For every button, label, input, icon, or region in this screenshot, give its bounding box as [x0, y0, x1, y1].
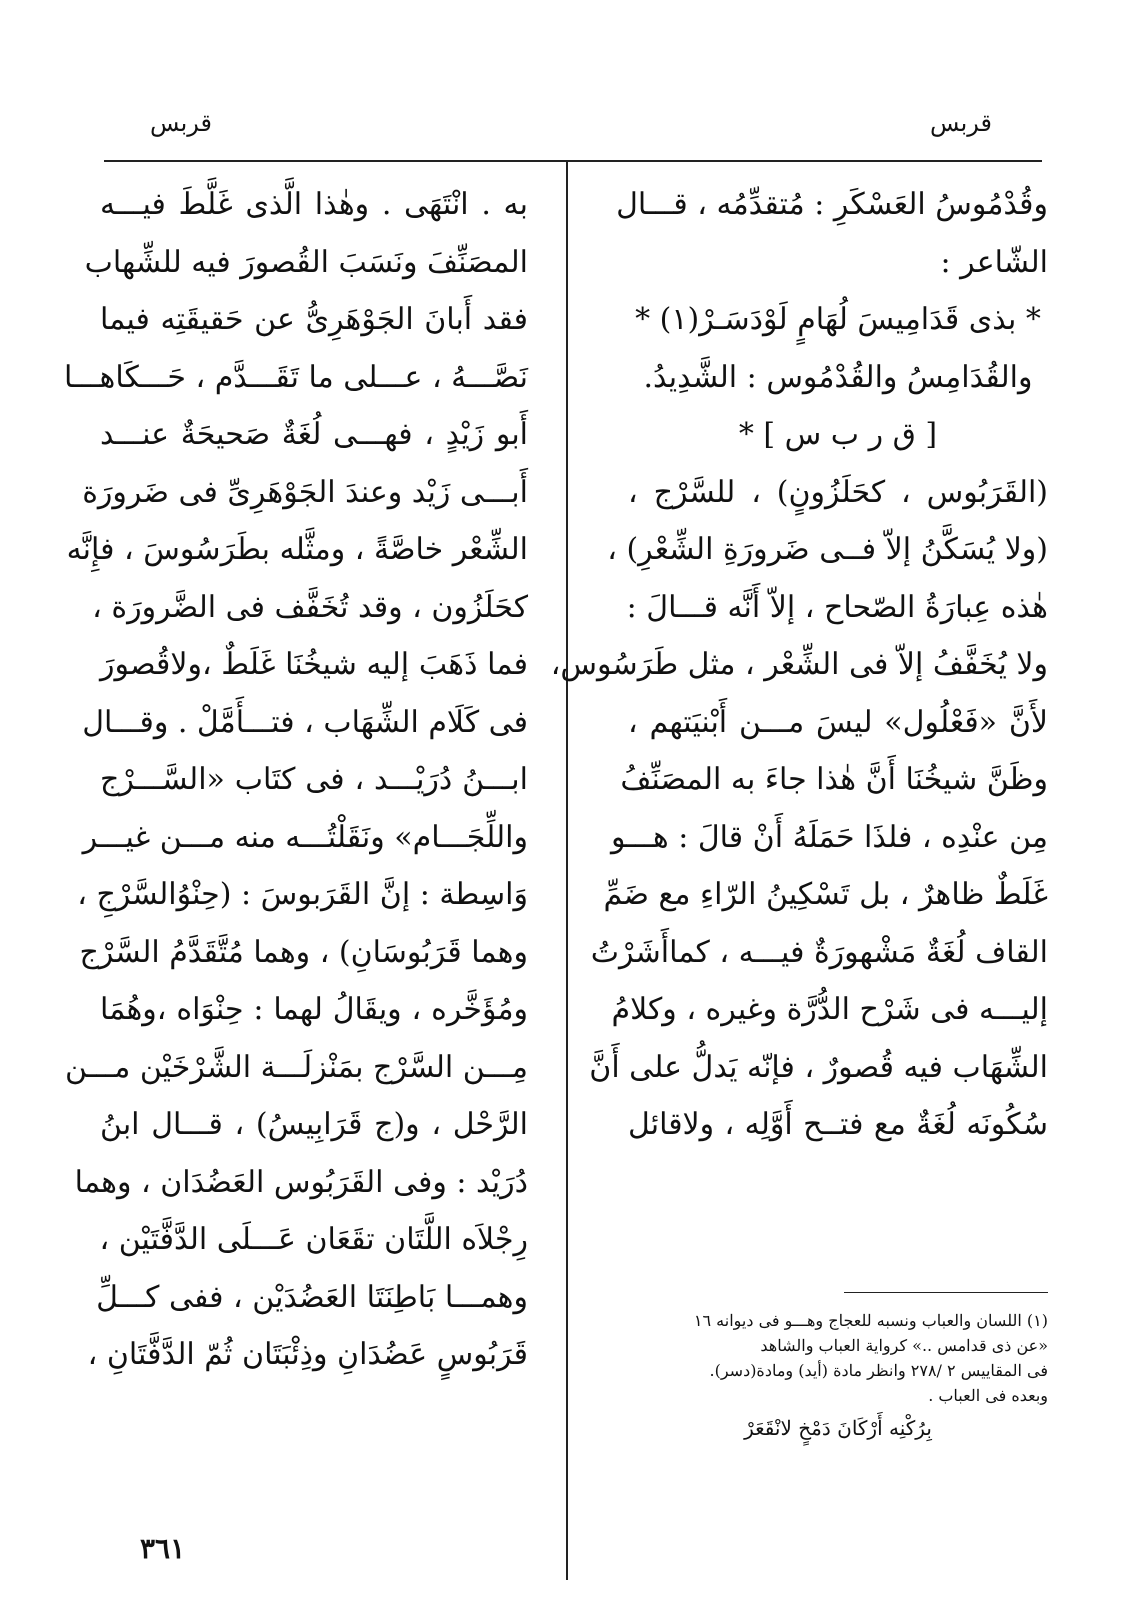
entry-heading: [ ق ر ب س ] * — [738, 417, 938, 452]
footnote-line: فى المقاييس ٢ /٢٧٨ وانظر مادة (أيد) ومادة(دسر). — [709, 1361, 1048, 1380]
left-column — [64, 176, 528, 1384]
text-line: وَاسِطة : إنَّ القَرَبوسَ : (حِنْوُالسَّرْجِ ، — [77, 877, 528, 912]
text-line: رِجْلاَه اللَّتَان تقَعَان عَـــلَى الدَّفَّتَيْن ، — [99, 1222, 528, 1257]
page-number: ٣٦١ — [140, 1532, 186, 1565]
running-head-left: قربس — [150, 109, 212, 137]
text-line: وظَنَّ شيخُنَا أَنَّ هٰذا جاءَ به المصَنِّفُ — [620, 762, 1048, 797]
text-line: سُكُونَه لُغَةٌ مع فتــح أَوَّلِه ، ولاقائل — [628, 1107, 1048, 1142]
text-line: غَلَطٌ ظاهرٌ ، بل تَسْكِينُ الرّاءِ مع ضَمِّ — [603, 877, 1048, 912]
text-line: أَبـــى زَيْد وعندَ الجَوْهَرِىِّ فى ضَرورَة — [82, 474, 528, 510]
text-line: فقد أَبانَ الجَوْهَرِىُّ عن حَقيقَتِه فيما — [100, 302, 528, 337]
text-line: ولا يُخَفَّفُ إلاّ فى الشِّعْر ، مثل طَرَسُوس، — [550, 647, 1048, 682]
text-line: لأَنَّ «فَعْلُول» ليسَ مـــن أَبْنيَتهم ، — [628, 704, 1048, 740]
text-line: قَرَبُوسٍ عَضُدَانِ وذِئْبَتَان ثُمّ الدَّفَّتَانِ ، — [87, 1337, 528, 1372]
text-line: المصَنِّفَ ونَسَبَ القُصورَ فيه للشِّهاب — [84, 244, 528, 280]
text-line: فى كَلَام الشِّهَاب ، فتـــأَمَّلْ . وقـــال — [82, 704, 528, 740]
text-line: نَصَّـــهُ ، عـــلى ما تَقَـــدَّم ، حَـــكَاهـــا — [64, 359, 528, 395]
text-line: واللِّجَـــام» ونَقَلْتُـــه منه مـــن غيـــر — [82, 819, 528, 855]
text-line: دُرَيْد : وفى القَرَبُوس العَضُدَان ، وهما — [74, 1164, 528, 1200]
text-line: الشّاعر : — [940, 244, 1048, 280]
text-line: إليـــه فى شَرْح الدُّرَّة وغيره ، وكلامُ — [611, 992, 1048, 1027]
text-line: ابـــنُ دُرَيْـــد ، فى كتَاب «السَّـــرْج — [100, 762, 528, 797]
text-line: (القَرَبُوس ، كحَلَزُونٍ) ، للسَّرْج ، — [628, 474, 1048, 510]
text-line: وقُدْمُوسُ العَسْكَرِ : مُتقدِّمُه ، قـــال — [616, 187, 1048, 222]
text-line: الشِّهَاب فيه قُصورٌ ، فإنّه يَدلُّ على أَنَّ — [589, 1049, 1048, 1085]
text-line: وهما قَرَبُوسَانِ) ، وهما مُتَّقَدَّمُ السَّرْج — [79, 934, 528, 970]
text-line: مِـــن السَّرْج بمَنْزلَـــة الشَّرْخَيْن مـــن — [65, 1049, 528, 1085]
text-line: أَبو زَيْدٍ ، فهـــى لُغَةٌ صَحيحَةٌ عنـــد — [100, 417, 528, 452]
text-line: والقُدَامِسُ والقُدْمُوس : الشَّدِيدُ. — [643, 359, 1033, 395]
text-line: ومُؤَخَّره ، ويقَالُ لهما : حِنْوَاه ،وهُمَا — [100, 992, 528, 1027]
footnote-line: (١) اللسان والعباب ونسبه للعجاج وهـــو فى ديوانه ١٦ — [693, 1311, 1048, 1330]
text-line: كحَلَزُون ، وقد تُخَفَّف فى الضَّرورَة ، — [92, 589, 528, 625]
verse-line: * بذى قَدَامِيسَ لُهَامٍ لَوْدَسَـرْ(١) * — [635, 302, 1041, 337]
column-divider — [566, 160, 568, 1580]
text-line: الشِّعْر خاصَّةً ، ومثَّله بطَرَسُوسَ ، فإِنَّه — [66, 532, 528, 567]
footnotes — [628, 1308, 1048, 1441]
text-line: الرَّحْل ، و(ج قَرَابِيسُ) ، قـــال ابنُ — [100, 1107, 528, 1142]
right-column — [550, 176, 1048, 1154]
text-line: مِن عنْدِه ، فلذَا حَمَلَهُ أَنْ قالَ : هـــو — [611, 819, 1048, 855]
text-line: به . انْتَهَى . وهٰذا الَّذى غَلَّطَ فيـــه — [100, 187, 528, 222]
text-line: القاف لُغَةٌ مَشْهورَةٌ فيـــه ، كماأَشَرْتُ — [590, 934, 1048, 970]
footnote-verse: بِرُكْنِه أَرْكَانَ دَمْخٍ لانْقَعَرْ — [744, 1416, 932, 1440]
running-head-right: قربس — [930, 109, 992, 137]
text-line: فما ذَهَبَ إليه شيخُنَا غَلَطٌ ،ولاقُصورَ — [100, 647, 528, 682]
footnote-line: وبعده فى العباب . — [928, 1386, 1048, 1405]
text-line: وهمـــا بَاطِنَتَا العَضُدَيْن ، ففى كـــلِّ — [96, 1279, 528, 1315]
header-rule — [104, 160, 1042, 162]
footnote-rule — [844, 1292, 1048, 1293]
footnote-line: «عن ذى قدامس ..» كرواية العباب والشاهد — [760, 1336, 1048, 1355]
text-line: (ولا يُسَكَّنُ إلاّ فــى ضَرورَةِ الشِّعْرِ) ، — [607, 532, 1048, 567]
text-line: هٰذه عِبارَةُ الصّحاح ، إلاّ أَنَّه قـــالَ : — [626, 589, 1048, 625]
